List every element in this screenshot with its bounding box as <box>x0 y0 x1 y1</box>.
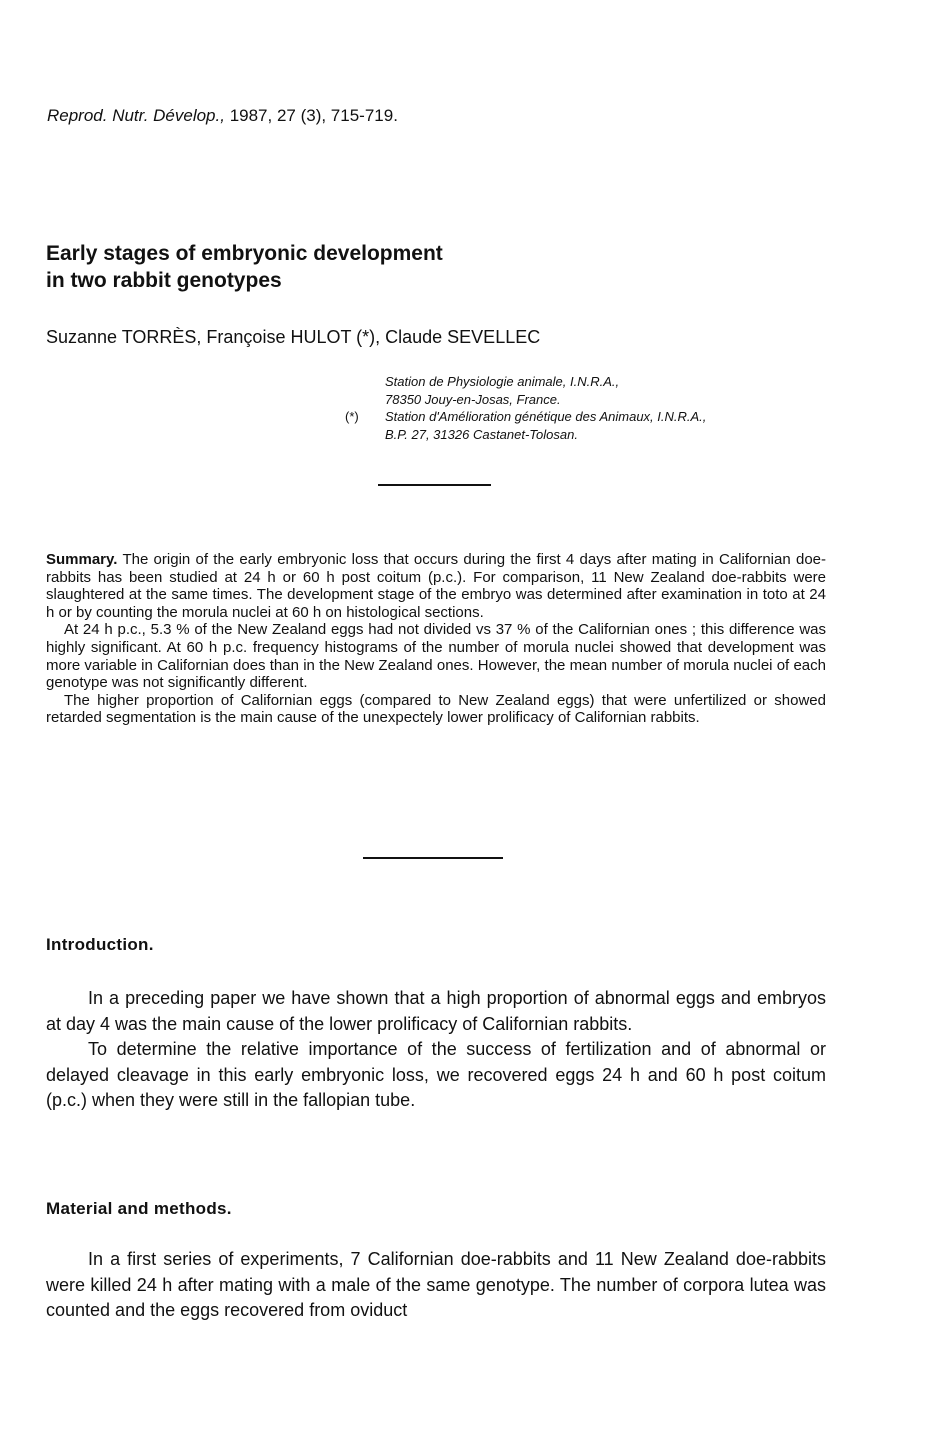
affiliation-line-3: Station d'Amélioration génétique des Animaux, I.N.R.A., <box>385 409 707 424</box>
methods-paragraph-1: In a first series of experiments, 7 Californian doe-rabbits and 11 New Zealand doe-rabbits were killed 24 h after mating with a male of the same genotype. The number of corpora lutea was counted and the eggs recovered from oviduct <box>46 1249 826 1320</box>
affiliation-line-1: Station de Physiologie animale, I.N.R.A., <box>385 374 620 389</box>
title-line-2: in two rabbit genotypes <box>46 269 282 292</box>
introduction-paragraph-2: To determine the relative importance of the success of fertilization and of abnormal or delayed cleavage in this early embryonic loss, we recovered eggs 24 h and 60 h post coitum (p.c.) when they were still in the fallopian tube. <box>46 1039 826 1110</box>
summary <box>46 551 826 727</box>
divider <box>378 484 491 486</box>
introduction-paragraph-1: In a preceding paper we have shown that a high proportion of abnormal eggs and embryos at day 4 was the main cause of the lower prolificacy of Californian rabbits. <box>46 988 826 1034</box>
title-line-1: Early stages of embryonic development <box>46 242 443 265</box>
affiliation-marker: (*) <box>345 409 359 424</box>
affiliations <box>345 373 706 443</box>
authors: Suzanne TORRÈS, Françoise HULOT (*), Claude SEVELLEC <box>46 327 541 347</box>
summary-paragraph-1: The origin of the early embryonic loss that occurs during the first 4 days after mating in Californian doe-rabbits has been studied at 24 h or 60 h post coitum (p.c.). For comparison, 11 New Zealand doe-rabbits were slaughtered at the same times. The development stage of the embryo was determined after examination in toto at 24 h or by counting the morula nuclei at 60 h on histological sections. <box>46 551 826 621</box>
methods-heading: Material and methods. <box>46 1199 232 1218</box>
journal-name: Reprod. Nutr. Dévelop., <box>47 106 225 125</box>
paper-title <box>46 240 443 294</box>
introduction-body <box>46 986 826 1114</box>
citation <box>47 106 398 126</box>
introduction-heading: Introduction. <box>46 935 154 954</box>
affiliation-line-2: 78350 Jouy-en-Josas, France. <box>385 391 561 407</box>
methods-body <box>46 1247 826 1324</box>
divider <box>363 857 503 859</box>
citation-details: 1987, 27 (3), 715-719. <box>229 106 398 125</box>
affiliation-line-4: B.P. 27, 31326 Castanet-Tolosan. <box>385 426 578 442</box>
summary-label: Summary. <box>46 551 118 568</box>
summary-paragraph-2: At 24 h p.c., 5.3 % of the New Zealand eggs had not divided vs 37 % of the Californian ones ; this difference was highly significant. At 60 h p.c. frequency histograms of the number of morula nuclei showed that development was more variable in Californian does than in the New Zealand ones. However, the mean number of morula nuclei of each genotype was not significantly different. <box>46 621 826 692</box>
summary-paragraph-3: The higher proportion of Californian eggs (compared to New Zealand eggs) that were unfertilized or showed retarded segmentation is the main cause of the unexpectely lower prolificacy of Californian rabbits. <box>46 691 826 727</box>
